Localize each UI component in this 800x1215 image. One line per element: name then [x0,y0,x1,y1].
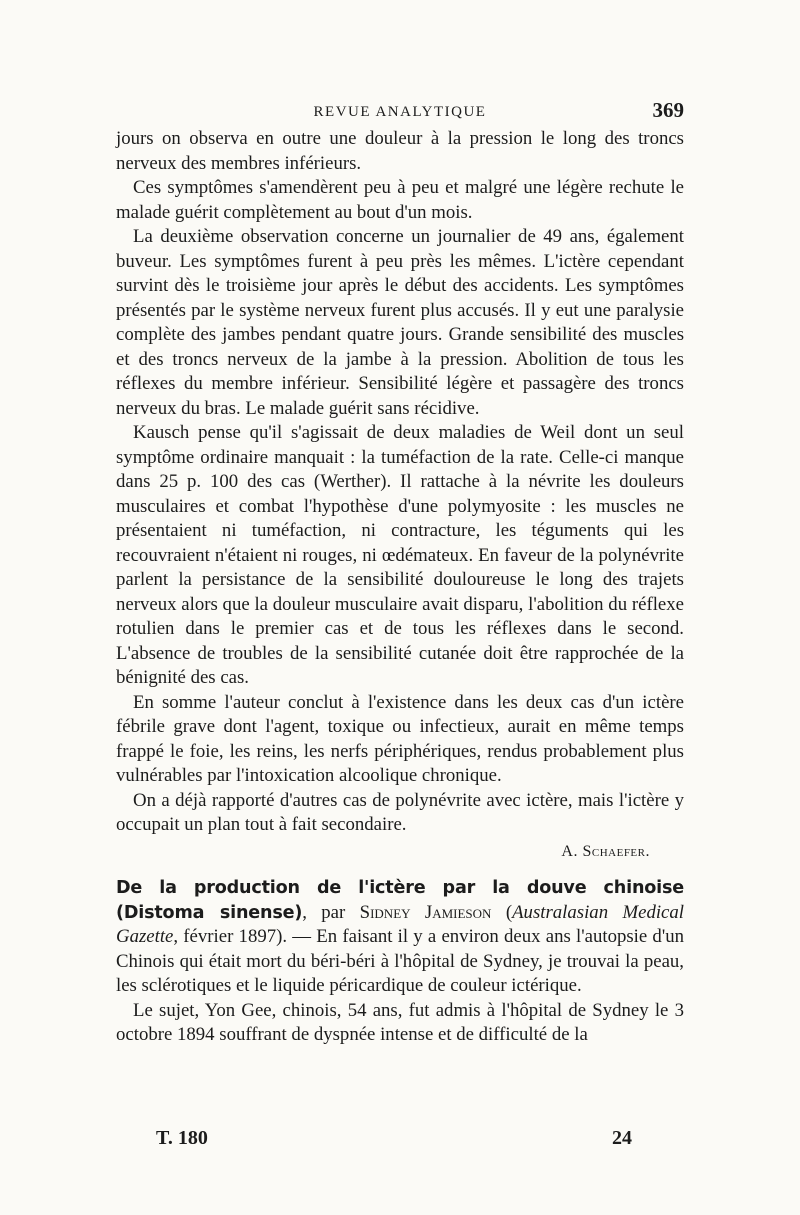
page-footer [156,1127,656,1157]
page-number: 369 [652,98,684,122]
paragraph-continued: jours on observa en outre une douleur à la pression le long des troncs nerveux des membres inférieurs. [116,128,684,174]
signature-mark: T. 180 [156,1127,208,1149]
paragraph: Le sujet, Yon Gee, chinois, 54 ans, fut admis à l'hôpital de Sydney le 3 octobre 1894 souffrant de dyspnée intense et de difficulté de la [116,999,684,1045]
article-text: En faisant il y a environ deux ans l'autopsie d'un Chinois qui était mort du béri-béri à l'hôpital de Sydney, je trouvai la peau, les sclérotiques et le liquide péricardique de couleur ictérique. [116,926,684,996]
article-author: Sidney Jamieson [359,901,492,923]
paragraph: On a déjà rapporté d'autres cas de polynévrite avec ictère, mais l'ictère y occupait un plan tout à fait secondaire. [116,789,684,835]
sheet-number: 24 [612,1127,632,1149]
article-title: De la production de l'ictère par la douve chinoise (Distoma sinense) [116,878,684,923]
paragraph: Ces symptômes s'amendèrent peu à peu et malgré une légère rechute le malade guérit complètement au bout d'un mois. [116,177,684,223]
body-text [116,127,684,1048]
paragraph: La deuxième observation concerne un journalier de 49 ans, également buveur. Les symptômes furent à peu près les mêmes. L'ictère cependant survint dès le troisième jour après le début des accidents. Les symptômes présentés par le système nerveux furent plus accusés. Il y eut une paralysie complète des jambes pendant quatre jours. Grande sensibilité des muscles et des troncs nerveux de la jambe à la pression. Abolition de tous les réflexes du membre inférieur. Sensibilité légère et passagère des troncs nerveux du bras. Le malade guérit sans récidive. [116,226,684,419]
article-date: , février 1897). — [173,926,317,947]
paragraph: En somme l'auteur conclut à l'existence dans les deux cas d'un ictère fébrile grave dont l'agent, toxique ou infectieux, aurait en même temps frappé le foie, les reins, les nerfs périphériques, rendus probablement plus vulnérables par l'intoxication alcoolique chronique. [116,691,684,786]
article-open-paren: ( [491,901,513,923]
paragraph: Kausch pense qu'il s'agissait de deux maladies de Weil dont un seul symptôme ordinaire manquait : la tuméfaction de la rate. Celle-ci manque dans 25 p. 100 des cas (Werther). Il rattache à la névrite les douleurs musculaires et combat l'hypothèse d'une polymyosite : les muscles ne présentaient ni tuméfaction, ni contracture, les téguments qui les recouvraient n'étaient ni rouges, ni œdémateux. En faveur de la polynévrite parlent la persistance de la sensibilité douloureuse le long des trajets nerveux alors que la douleur musculaire avait disparu, l'abolition du réflexe rotulien dans le premier cas et de tous les réflexes dans le second. L'absence de troubles de la sensibilité cutanée doit être rapprochée de la bénignité des cas. [116,422,684,688]
review-signature: A. Schaefer. [561,842,650,860]
article-by: , par [302,901,360,923]
section-gap [116,864,684,876]
article-entry [116,876,684,999]
page-header [116,98,684,128]
running-head: REVUE ANALYTIQUE [313,104,487,120]
article-journal: Australasian Medical Gazette [116,901,684,947]
